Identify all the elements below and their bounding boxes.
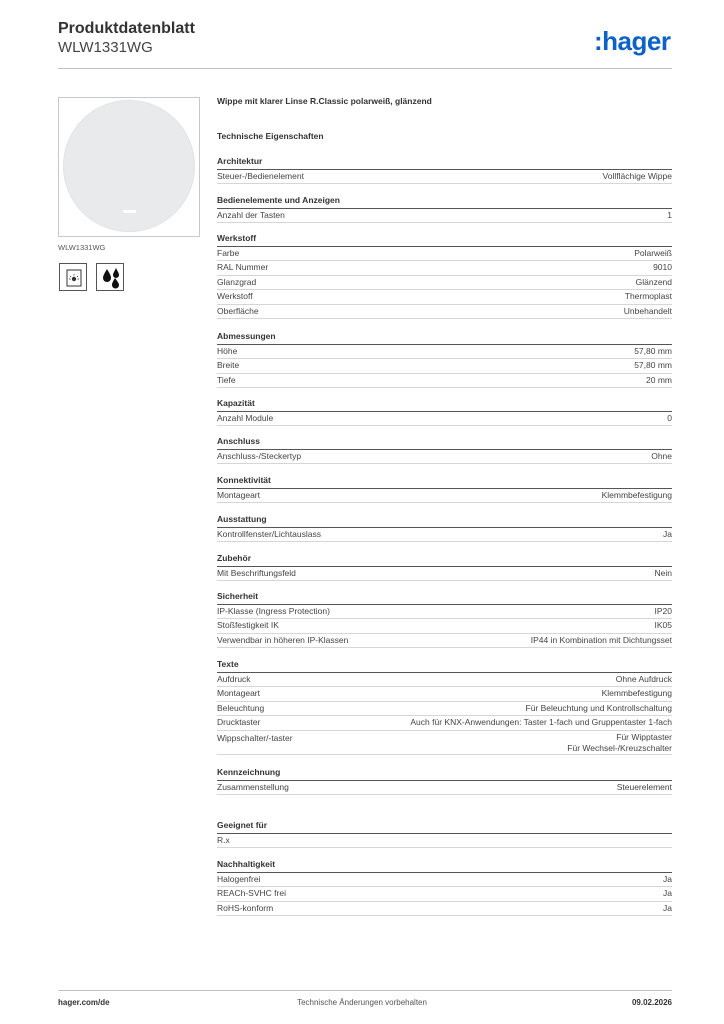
spec-section (217, 858, 672, 916)
spec-section (217, 819, 672, 848)
spec-value-line: IP44 in Kombination mit Dichtungsset (530, 634, 672, 645)
spec-row (217, 605, 672, 620)
spec-row (217, 567, 672, 582)
spec-row (217, 412, 672, 427)
spec-label: R.x (217, 834, 230, 845)
spec-value-line: IP20 (654, 605, 672, 616)
light-symbol-icon (60, 264, 88, 292)
spec-value (603, 170, 672, 184)
spec-value (567, 732, 672, 754)
section-title: Ausstattung (217, 513, 672, 528)
spec-section (217, 155, 672, 184)
spec-value (410, 716, 672, 730)
header-divider (58, 68, 672, 69)
spec-value (625, 290, 672, 304)
spec-section (217, 590, 672, 648)
spec-label: Aufdruck (217, 673, 251, 684)
section-title: Anschluss (217, 435, 672, 450)
spec-label: Beleuchtung (217, 702, 265, 713)
spec-section (217, 658, 672, 755)
product-description: Wippe mit klarer Linse R.Classic polarweiß, glänzend (217, 96, 432, 106)
spec-label: Anzahl Module (217, 412, 274, 423)
spec-value (655, 619, 673, 633)
spec-row (217, 673, 672, 688)
spec-value-line: Nein (654, 567, 672, 578)
product-image-label: WLW1331WG (58, 243, 106, 252)
spec-section (217, 766, 672, 795)
page-title: Produktdatenblatt (58, 20, 195, 37)
spec-row (217, 489, 672, 504)
spec-row (217, 887, 672, 902)
spec-value-line: 1 (667, 209, 672, 220)
spec-value (617, 781, 672, 795)
spec-value (634, 345, 672, 359)
spec-row (217, 305, 672, 320)
spec-value-line: 20 mm (646, 374, 672, 385)
section-title: Geeignet für (217, 819, 672, 834)
spec-label: REACh-SVHC frei (217, 888, 286, 898)
spec-value (663, 528, 672, 542)
spec-label: IP-Klasse (Ingress Protection) (217, 605, 330, 616)
spec-label: Mit Beschriftungsfeld (217, 567, 296, 578)
spec-row (217, 634, 672, 649)
section-title: Abmessungen (217, 330, 672, 345)
spec-value-line: Für Wechsel-/Kreuzschalter (567, 742, 672, 753)
spec-label: Steuer-/Bedienelement (217, 170, 304, 181)
spec-label: Verwendbar in höheren IP-Klassen (217, 634, 349, 645)
spec-row (217, 209, 672, 224)
section-title: Werkstoff (217, 232, 672, 247)
footer-notice: Technische Änderungen vorbehalten (297, 998, 427, 1007)
spec-label: Breite (217, 360, 240, 370)
section-title: Kapazität (217, 397, 672, 412)
spec-row (217, 290, 672, 305)
section-title: Konnektivität (217, 474, 672, 489)
spec-row (217, 873, 672, 888)
water-drops-icon (97, 264, 125, 292)
hager-logo: :hager (594, 26, 671, 56)
spec-label: Wippschalter/-taster (217, 732, 293, 743)
spec-value-line: Ja (663, 888, 672, 898)
technical-properties-heading: Technische Eigenschaften (217, 131, 324, 141)
spec-value-line: 9010 (653, 262, 672, 272)
spec-value-line: Thermoplast (624, 291, 672, 301)
spec-label: Drucktaster (217, 717, 261, 727)
spec-row (217, 731, 672, 755)
spec-row (217, 374, 672, 389)
spec-section (217, 194, 672, 223)
spec-value (655, 605, 673, 619)
spec-value (531, 634, 672, 648)
spec-value-line: Glänzend (635, 276, 672, 287)
spec-value (602, 489, 672, 503)
spec-row (217, 276, 672, 291)
spec-row (217, 834, 672, 849)
product-code-header: WLW1331WG (58, 39, 153, 56)
spec-value-line: Für Wipptaster (616, 731, 672, 742)
spec-label: RAL Nummer (217, 262, 269, 272)
spec-value (634, 359, 672, 373)
spec-section (217, 397, 672, 426)
spec-value-line: IK05 (654, 620, 672, 630)
spec-row (217, 450, 672, 465)
spec-value (655, 567, 672, 581)
spec-value-line: Vollflächige Wippe (602, 170, 672, 181)
cert-box-light (59, 263, 87, 291)
spec-value-line: Für Beleuchtung und Kontrollschaltung (525, 702, 672, 713)
spec-value (624, 305, 672, 319)
spec-row (217, 261, 672, 276)
spec-label: Oberfläche (217, 305, 259, 316)
spec-value-line: 57,80 mm (634, 360, 672, 370)
spec-row (217, 716, 672, 731)
spec-value-line: Ja (663, 873, 672, 884)
footer-divider (58, 990, 672, 991)
spec-label: Zusammenstellung (217, 781, 289, 792)
spec-row (217, 619, 672, 634)
spec-value-line: Ja (663, 528, 672, 539)
spec-value (602, 687, 672, 701)
spec-value (663, 873, 672, 887)
spec-row (217, 170, 672, 185)
section-title: Zubehör (217, 552, 672, 567)
spec-label: Montageart (217, 688, 260, 698)
spec-value-line: Steuerelement (616, 781, 672, 792)
spec-value-line: Ja (663, 902, 672, 913)
spec-value (663, 887, 672, 901)
spec-value-line: Unbehandelt (623, 305, 672, 316)
cert-box-water (96, 263, 124, 291)
spec-label: Farbe (217, 247, 240, 258)
footer-website: hager.com/de (58, 998, 110, 1007)
spec-row (217, 528, 672, 543)
spec-row (217, 247, 672, 262)
spec-label: Höhe (217, 345, 238, 356)
spec-value-line: Klemmbefestigung (601, 489, 672, 500)
spec-value-line: Klemmbefestigung (601, 688, 672, 698)
spec-label: Werkstoff (217, 291, 253, 301)
spec-value-line: 0 (667, 412, 672, 423)
spec-label: Glanzgrad (217, 276, 257, 287)
spec-value (636, 276, 672, 290)
spec-value-line: 57,80 mm (634, 345, 672, 356)
spec-label: Anzahl der Tasten (217, 209, 285, 220)
spec-section (217, 474, 672, 503)
footer-date: 09.02.2026 (631, 998, 672, 1007)
spec-section (217, 513, 672, 542)
spec-row (217, 359, 672, 374)
spec-value (667, 209, 672, 223)
section-title: Sicherheit (217, 590, 672, 605)
spec-label: Tiefe (217, 374, 236, 385)
spec-value (646, 374, 672, 388)
spec-section (217, 330, 672, 388)
spec-row (217, 687, 672, 702)
spec-section (217, 552, 672, 581)
spec-row (217, 702, 672, 717)
spec-value-line: Polarweiß (634, 247, 672, 258)
section-title: Bedienelemente und Anzeigen (217, 194, 672, 209)
spec-value (651, 450, 672, 464)
spec-value (653, 261, 672, 275)
spec-label: Anschluss-/Steckertyp (217, 450, 302, 461)
section-title: Nachhaltigkeit (217, 858, 672, 873)
spec-label: Halogenfrei (217, 873, 261, 884)
spec-label: Montageart (217, 489, 260, 500)
spec-row (217, 902, 672, 917)
spec-section (217, 435, 672, 464)
spec-label: RoHS-konform (217, 902, 274, 913)
section-title: Architektur (217, 155, 672, 170)
section-title: Texte (217, 658, 672, 673)
spec-value-line: Ohne Aufdruck (615, 673, 672, 684)
product-led-indicator (123, 210, 136, 213)
spec-value-line: Auch für KNX-Anwendungen: Taster 1-fach und Gruppentaster 1-fach (410, 717, 672, 727)
spec-value (634, 247, 672, 261)
spec-row (217, 345, 672, 360)
spec-row (217, 781, 672, 796)
spec-label: Stoßfestigkeit IK (217, 620, 279, 630)
spec-value (616, 673, 672, 687)
product-image-frame (58, 97, 200, 237)
spec-value (526, 702, 672, 716)
section-title: Kennzeichnung (217, 766, 672, 781)
spec-label: Kontrollfenster/Lichtauslass (217, 528, 321, 539)
spec-value (663, 902, 672, 916)
spec-section (217, 232, 672, 319)
spec-value-line: Ohne (651, 450, 672, 461)
spec-value (667, 412, 672, 426)
